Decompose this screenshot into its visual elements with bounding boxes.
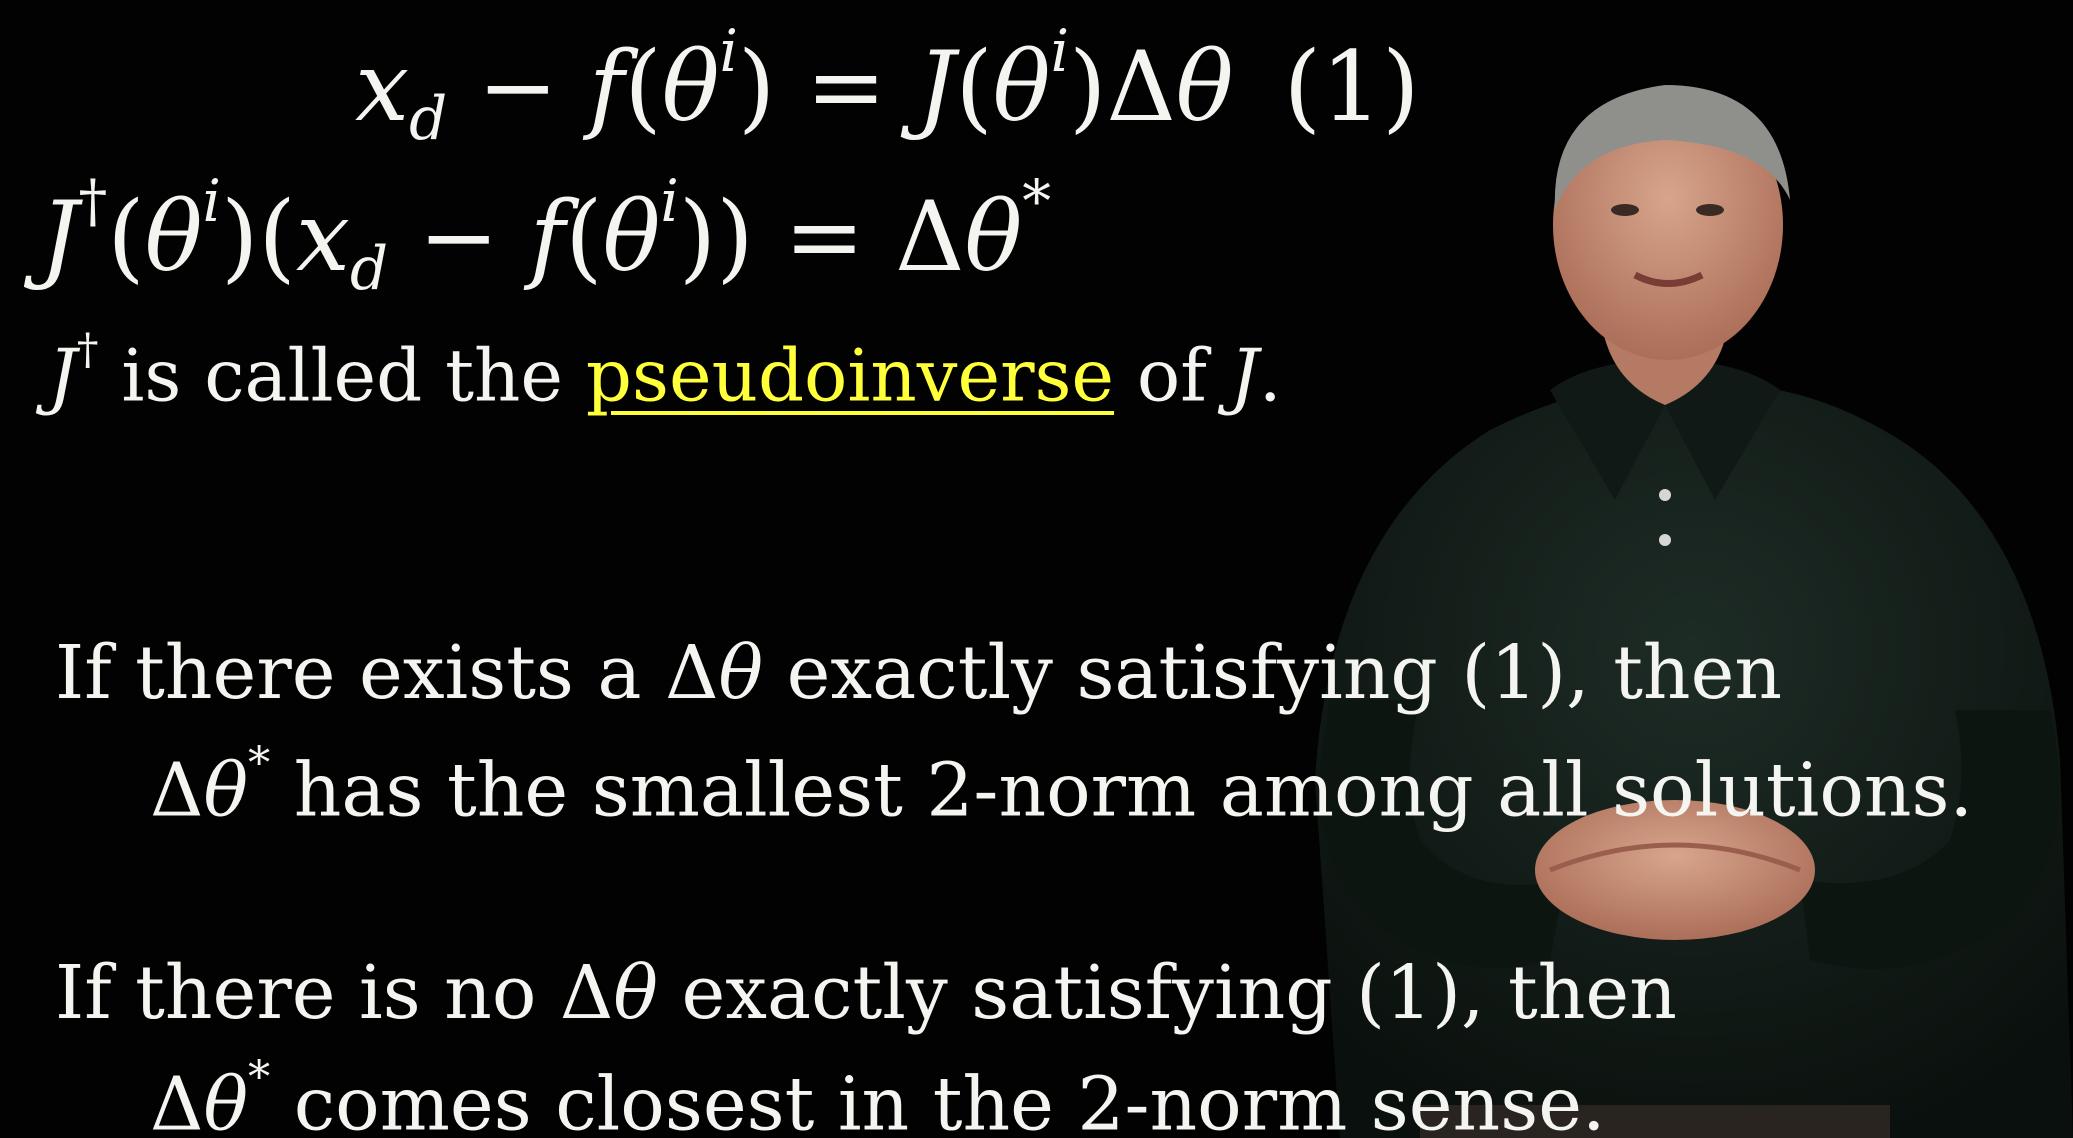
definition-line: J† is called the pseudoinverse of J. <box>48 325 1282 418</box>
paragraph-2-line-2: Δθ* comes closest in the 2-norm sense. <box>150 1052 1606 1138</box>
paragraph-1-line-1: If there exists a Δθ exactly satisfying (1), then <box>55 630 1783 716</box>
equation-2: $J^\dagger(\theta^i)(x_d - f(\theta^i)) = \Delta\theta^*$ <box>40 168 1052 304</box>
equation-number: (1) <box>1283 30 1420 143</box>
equation-1: $x_d - f(\theta^i) = J(\theta^i)\Delta\theta$ (1) <box>355 18 1420 154</box>
paragraph-1-line-2: Δθ* has the smallest 2-norm among all solutions. <box>150 738 1974 834</box>
pseudoinverse-keyword: pseudoinverse <box>585 333 1115 418</box>
paragraph-2-line-1: If there is no Δθ exactly satisfying (1), then <box>55 950 1677 1036</box>
